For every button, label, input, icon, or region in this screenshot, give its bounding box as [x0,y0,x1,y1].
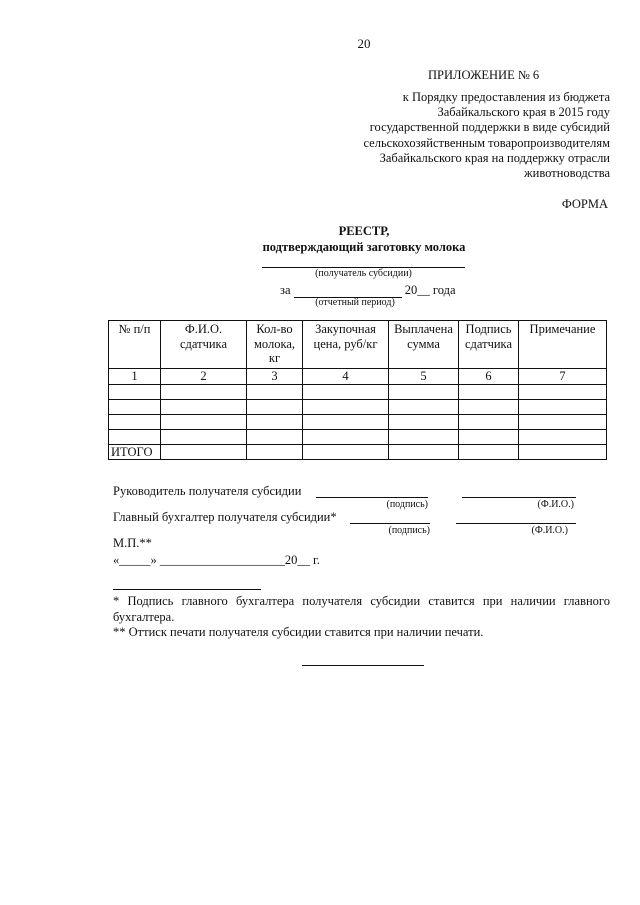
period-year: 20__ года [404,283,456,297]
annex-title: ПРИЛОЖЕНИЕ № 6 [428,68,540,82]
table-cell [303,444,389,460]
accountant-name-line [456,511,576,524]
table-cell [247,444,303,460]
header-cell: Выплачена сумма [389,321,459,369]
header-cell: № п/п [109,321,161,369]
header-cell: Примечание [519,321,607,369]
table-cell [161,429,247,444]
accountant-signature-label: Главный бухгалтер получателя субсидии* [113,510,337,524]
table-row [109,384,607,399]
head-name-line [462,485,576,498]
period-prefix: за [280,283,291,297]
table-cell [519,384,607,399]
table-cell [459,384,519,399]
table-header-row [109,321,607,369]
column-number: 4 [303,369,389,385]
table-cell [459,429,519,444]
recipient-caption: (получатель субсидии) [315,268,412,279]
annex-line: сельскохозяйственным товаропроизводителям [363,135,610,150]
register-subtitle: подтверждающий заготовку молока [262,239,466,254]
register-table [108,320,607,460]
table-total-row [109,444,607,460]
table-cell [161,444,247,460]
table-cell [459,444,519,460]
table-cell [109,384,161,399]
table-cell [389,429,459,444]
accountant-signature-line [350,511,430,524]
period-caption: (отчетный период) [315,297,395,308]
stamp-label: М.П.** [113,536,152,550]
table-cell [519,444,607,460]
column-number: 2 [161,369,247,385]
table-cell [303,399,389,414]
header-cell: Закупочная цена, руб/кг [303,321,389,369]
table-cell [389,399,459,414]
table-cell [161,399,247,414]
footnote-1: * Подпись главного бухгалтера получателя субсидии ставится при наличии главного бухгалтера. [113,594,610,624]
head-signature-caption: (подпись) [386,499,428,510]
table-cell [459,399,519,414]
head-signature-label: Руководитель получателя субсидии [113,484,302,498]
table-row [109,429,607,444]
header-cell: Подпись сдатчика [459,321,519,369]
annex-line: Забайкальского края на поддержку отрасли [379,150,610,165]
accountant-signature-caption: (подпись) [388,525,430,536]
end-separator [302,658,424,666]
table-cell [519,399,607,414]
column-number: 5 [389,369,459,385]
table-cell [389,414,459,429]
table-cell [109,399,161,414]
annex-line: государственной поддержки в виде субсидий [369,120,610,135]
head-name-caption: (Ф.И.О.) [537,499,574,510]
footnote-2: ** Оттиск печати получателя субсидии ставится при наличии печати. [113,625,484,639]
page-number: 20 [357,36,371,51]
recipient-blank-line [262,255,465,268]
accountant-name-caption: (Ф.И.О.) [531,525,568,536]
table-cell [519,414,607,429]
register-title [230,224,498,255]
table-cell [247,399,303,414]
annex-description [300,90,610,181]
table-number-row [109,369,607,385]
table-cell [109,429,161,444]
table-cell [459,414,519,429]
table-cell [161,414,247,429]
table-cell [303,384,389,399]
table-cell [303,414,389,429]
table-cell [109,414,161,429]
form-label: ФОРМА [561,197,608,211]
column-number: 3 [247,369,303,385]
head-signature-line [316,485,428,498]
annex-line: животноводства [524,166,610,181]
header-cell: Ф.И.О. сдатчика [161,321,247,369]
annex-line: Забайкальского края в 2015 году [437,105,610,120]
table-cell [389,384,459,399]
table-row [109,399,607,414]
column-number: 6 [459,369,519,385]
table-cell [519,429,607,444]
footnote-separator [113,581,261,590]
date-line: «_____» ____________________20__ г. [113,553,320,567]
annex-line: к Порядку предоставления из бюджета [402,90,610,104]
table-cell [389,444,459,460]
table-cell [303,429,389,444]
total-label: ИТОГО [109,444,161,460]
column-number: 1 [109,369,161,385]
table-cell [247,414,303,429]
header-cell: Кол-во молока, кг [247,321,303,369]
register-title-main: РЕЕСТР, [338,224,390,238]
table-cell [161,384,247,399]
table-cell [247,429,303,444]
period-row [280,283,456,298]
column-number: 7 [519,369,607,385]
table-row [109,414,607,429]
table-cell [247,384,303,399]
